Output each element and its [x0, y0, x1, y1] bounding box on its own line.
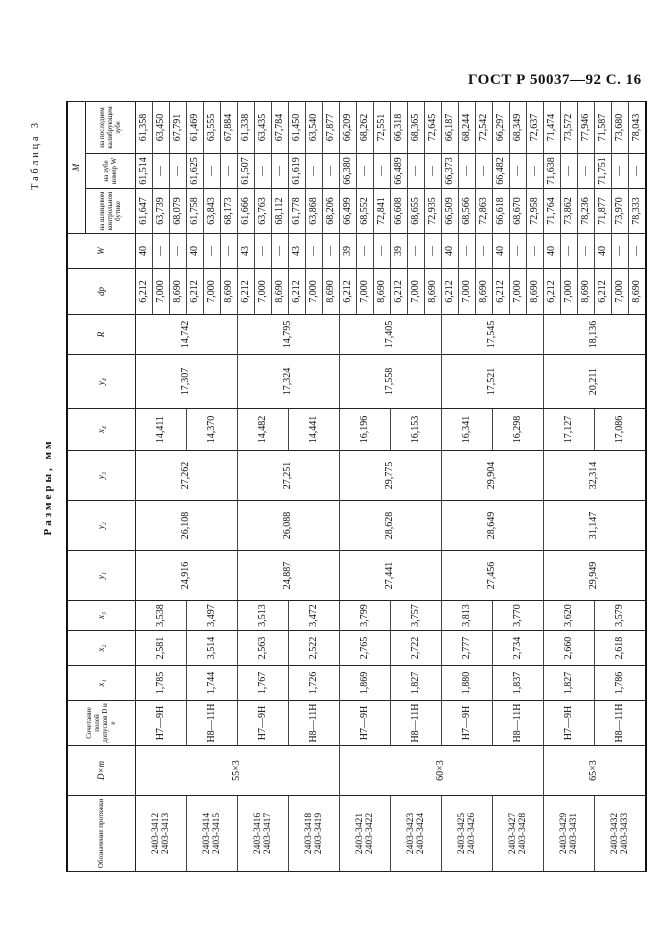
dp-cell: 8,690	[169, 269, 186, 315]
m-spline-cell: 72,863	[475, 189, 492, 234]
x3-cell: 3,497	[186, 601, 237, 631]
designation-cell: 2403-3412 2403-3413	[135, 796, 186, 872]
m-last-cell: 61,338	[237, 102, 254, 154]
dp-cell: 6,212	[288, 269, 305, 315]
dp-cell: 6,212	[339, 269, 356, 315]
m-tooth-w-cell: —	[509, 154, 526, 189]
m-last-cell: 72,551	[373, 102, 390, 154]
y3-cell: 32,314	[543, 451, 646, 501]
dp-cell: 6,212	[390, 269, 407, 315]
w-cell: —	[526, 234, 543, 269]
y4-cell: 17,324	[237, 355, 339, 409]
header-w: W	[67, 234, 135, 269]
m-tooth-w-cell: 71,638	[543, 154, 560, 189]
m-last-cell: 66,318	[390, 102, 407, 154]
y1-cell: 27,456	[441, 551, 543, 601]
m-spline-cell: 72,935	[424, 189, 441, 234]
w-cell: —	[203, 234, 220, 269]
header-dxm: D×m	[67, 746, 135, 796]
y4-cell: 17,558	[339, 355, 441, 409]
m-spline-cell: 63,739	[152, 189, 169, 234]
dp-cell: 6,212	[186, 269, 203, 315]
w-cell: —	[577, 234, 594, 269]
m-tooth-w-cell: 66,373	[441, 154, 458, 189]
dimensions-caption: Размеры, мм	[42, 438, 54, 536]
x1-cell: 1,726	[288, 666, 339, 701]
x3-cell: 3,770	[492, 601, 543, 631]
x1-cell: 1,827	[543, 666, 594, 701]
dp-cell: 6,212	[135, 269, 152, 315]
y1-cell: 27,441	[339, 551, 441, 601]
m-spline-cell: 78,236	[577, 189, 594, 234]
dp-cell: 7,000	[152, 269, 169, 315]
y4-cell: 20,211	[543, 355, 646, 409]
dp-cell: 8,690	[271, 269, 288, 315]
m-tooth-w-cell: —	[373, 154, 390, 189]
r-cell: 17,405	[339, 315, 441, 355]
m-last-cell: 67,784	[271, 102, 288, 154]
w-cell: —	[628, 234, 646, 269]
designation-cell: 2403-3432 2403-3433	[594, 796, 646, 872]
m-last-cell: 63,450	[152, 102, 169, 154]
x3-cell: 3,813	[441, 601, 492, 631]
x4-cell: 14,411	[135, 409, 186, 451]
m-last-cell: 72,542	[475, 102, 492, 154]
w-cell: 40	[135, 234, 152, 269]
w-cell: —	[152, 234, 169, 269]
x4-cell: 14,482	[237, 409, 288, 451]
tolerance-cell: H7—9H	[339, 701, 390, 746]
x3-cell: 3,799	[339, 601, 390, 631]
y3-cell: 29,775	[339, 451, 441, 501]
x2-cell: 3,514	[186, 631, 237, 666]
designation-cell: 2403-3418 2403-3419	[288, 796, 339, 872]
dp-cell: 7,000	[356, 269, 373, 315]
header-m-tooth-w: на зубе номер W	[85, 154, 135, 189]
tolerance-cell: H8—11H	[186, 701, 237, 746]
dp-cell: 7,000	[305, 269, 322, 315]
m-spline-cell: 63,868	[305, 189, 322, 234]
rotated-table-block	[28, 102, 642, 872]
w-cell: —	[458, 234, 475, 269]
tolerance-cell: H7—9H	[135, 701, 186, 746]
m-last-cell: 66,187	[441, 102, 458, 154]
m-last-cell: 61,450	[288, 102, 305, 154]
tolerance-cell: H7—9H	[441, 701, 492, 746]
y2-cell: 31,147	[543, 501, 646, 551]
m-tooth-w-cell: —	[356, 154, 373, 189]
m-tooth-w-cell: —	[628, 154, 646, 189]
dp-cell: 8,690	[322, 269, 339, 315]
m-last-cell: 68,349	[509, 102, 526, 154]
m-last-cell: 66,297	[492, 102, 509, 154]
w-cell: 43	[288, 234, 305, 269]
m-spline-cell: 73,862	[560, 189, 577, 234]
m-last-cell: 73,680	[611, 102, 628, 154]
m-spline-cell: 61,666	[237, 189, 254, 234]
tolerance-cell: H8—11H	[288, 701, 339, 746]
x4-cell: 16,298	[492, 409, 543, 451]
designation-cell: 2403-3429 2403-3431	[543, 796, 594, 872]
m-tooth-w-cell: 61,619	[288, 154, 305, 189]
x1-cell: 1,827	[390, 666, 441, 701]
m-spline-cell: 61,647	[135, 189, 152, 234]
y3-cell: 27,262	[135, 451, 237, 501]
m-tooth-w-cell: 66,489	[390, 154, 407, 189]
dp-cell: 8,690	[628, 269, 646, 315]
header-designation: Обозначение протяжки	[67, 796, 135, 872]
table-row	[135, 102, 152, 872]
y1-cell: 24,916	[135, 551, 237, 601]
y1-cell: 29,949	[543, 551, 646, 601]
x4-cell: 16,153	[390, 409, 441, 451]
y2-cell: 26,108	[135, 501, 237, 551]
w-cell: 39	[390, 234, 407, 269]
w-cell: —	[475, 234, 492, 269]
m-spline-cell: 68,206	[322, 189, 339, 234]
y2-cell: 28,628	[339, 501, 441, 551]
m-spline-cell: 68,566	[458, 189, 475, 234]
designation-cell: 2403-3416 2403-3417	[237, 796, 288, 872]
dp-cell: 6,212	[594, 269, 611, 315]
m-tooth-w-cell: —	[271, 154, 288, 189]
m-spline-cell: 68,173	[220, 189, 237, 234]
x1-cell: 1,869	[339, 666, 390, 701]
w-cell: 40	[594, 234, 611, 269]
w-cell: —	[305, 234, 322, 269]
m-spline-cell: 73,970	[611, 189, 628, 234]
m-last-cell: 63,435	[254, 102, 271, 154]
m-tooth-w-cell: —	[169, 154, 186, 189]
w-cell: —	[220, 234, 237, 269]
m-last-cell: 67,791	[169, 102, 186, 154]
x2-cell: 2,563	[237, 631, 288, 666]
m-spline-cell: 68,655	[407, 189, 424, 234]
y2-cell: 26,088	[237, 501, 339, 551]
dp-cell: 8,690	[475, 269, 492, 315]
designation-cell: 2403-3423 2403-3424	[390, 796, 441, 872]
table-row	[543, 102, 560, 872]
dxm-cell: 55×3	[135, 746, 339, 796]
dp-cell: 6,212	[543, 269, 560, 315]
m-tooth-w-cell: —	[152, 154, 169, 189]
m-tooth-w-cell: —	[475, 154, 492, 189]
m-tooth-w-cell: —	[424, 154, 441, 189]
m-last-cell: 78,043	[628, 102, 646, 154]
x4-cell: 16,196	[339, 409, 390, 451]
m-last-cell: 73,572	[560, 102, 577, 154]
dxm-cell: 60×3	[339, 746, 543, 796]
header-y2: y₂	[67, 501, 135, 551]
w-cell: —	[322, 234, 339, 269]
x1-cell: 1,837	[492, 666, 543, 701]
m-tooth-w-cell: —	[458, 154, 475, 189]
designation-cell: 2403-3421 2403-3422	[339, 796, 390, 872]
x4-cell: 14,441	[288, 409, 339, 451]
m-tooth-w-cell: 71,751	[594, 154, 611, 189]
x2-cell: 2,777	[441, 631, 492, 666]
header-dp: dp	[67, 269, 135, 315]
x3-cell: 3,579	[594, 601, 646, 631]
m-spline-cell: 68,079	[169, 189, 186, 234]
w-cell: 40	[186, 234, 203, 269]
page-header: ГОСТ Р 50037—92 С. 16	[468, 72, 642, 88]
dp-cell: 6,212	[237, 269, 254, 315]
m-tooth-w-cell: —	[577, 154, 594, 189]
r-cell: 18,136	[543, 315, 646, 355]
dp-cell: 8,690	[577, 269, 594, 315]
w-cell: 43	[237, 234, 254, 269]
w-cell: —	[373, 234, 390, 269]
x2-cell: 2,522	[288, 631, 339, 666]
designation-cell: 2403-3427 2403-3428	[492, 796, 543, 872]
header-x2: x₂	[67, 631, 135, 666]
m-spline-cell: 61,778	[288, 189, 305, 234]
w-cell: —	[560, 234, 577, 269]
m-tooth-w-cell: —	[322, 154, 339, 189]
dp-cell: 7,000	[509, 269, 526, 315]
dp-cell: 8,690	[220, 269, 237, 315]
x4-cell: 17,127	[543, 409, 594, 451]
m-spline-cell: 66,608	[390, 189, 407, 234]
tolerance-cell: H8—11H	[390, 701, 441, 746]
m-last-cell: 77,946	[577, 102, 594, 154]
m-spline-cell: 68,112	[271, 189, 288, 234]
w-cell: —	[509, 234, 526, 269]
r-cell: 17,545	[441, 315, 543, 355]
m-tooth-w-cell: 66,380	[339, 154, 356, 189]
x4-cell: 14,370	[186, 409, 237, 451]
m-tooth-w-cell: —	[526, 154, 543, 189]
header-x4: x₄	[67, 409, 135, 451]
table-label: Таблица 3	[30, 120, 41, 190]
m-last-cell: 72,645	[424, 102, 441, 154]
m-last-cell: 63,540	[305, 102, 322, 154]
m-spline-cell: 61,758	[186, 189, 203, 234]
w-cell: 40	[492, 234, 509, 269]
m-spline-cell: 72,958	[526, 189, 543, 234]
header-tolerance: Сочетание полей допусков D и e	[67, 701, 135, 746]
x2-cell: 2,734	[492, 631, 543, 666]
dp-cell: 8,690	[526, 269, 543, 315]
m-last-cell: 67,877	[322, 102, 339, 154]
dp-cell: 7,000	[458, 269, 475, 315]
m-last-cell: 68,365	[407, 102, 424, 154]
m-last-cell: 71,474	[543, 102, 560, 154]
m-tooth-w-cell: 61,507	[237, 154, 254, 189]
m-spline-cell: 68,670	[509, 189, 526, 234]
m-last-cell: 61,469	[186, 102, 203, 154]
w-cell: —	[169, 234, 186, 269]
header-x1: x₁	[67, 666, 135, 701]
header-r: R	[67, 315, 135, 355]
y3-cell: 27,251	[237, 451, 339, 501]
tolerance-cell: H7—9H	[543, 701, 594, 746]
r-cell: 14,795	[237, 315, 339, 355]
m-tooth-w-cell: —	[560, 154, 577, 189]
m-tooth-w-cell: —	[407, 154, 424, 189]
x1-cell: 1,744	[186, 666, 237, 701]
m-tooth-w-cell: —	[305, 154, 322, 189]
table-caption	[28, 102, 66, 872]
m-spline-cell: 72,841	[373, 189, 390, 234]
tolerance-cell: H8—11H	[594, 701, 646, 746]
dp-cell: 7,000	[254, 269, 271, 315]
x1-cell: 1,785	[135, 666, 186, 701]
dp-cell: 7,000	[407, 269, 424, 315]
r-cell: 14,742	[135, 315, 237, 355]
tolerance-cell: H7—9H	[237, 701, 288, 746]
m-spline-cell: 66,509	[441, 189, 458, 234]
m-spline-cell: 66,499	[339, 189, 356, 234]
header-m: M	[67, 102, 85, 234]
header-y1: y₁	[67, 551, 135, 601]
m-last-cell: 71,587	[594, 102, 611, 154]
x2-cell: 2,660	[543, 631, 594, 666]
dp-cell: 7,000	[203, 269, 220, 315]
y3-cell: 29,904	[441, 451, 543, 501]
header-m-spline: на шлицевом контрольном бутике	[85, 189, 135, 234]
x2-cell: 2,581	[135, 631, 186, 666]
x2-cell: 2,618	[594, 631, 646, 666]
w-cell: 39	[339, 234, 356, 269]
x2-cell: 2,765	[339, 631, 390, 666]
m-tooth-w-cell: 61,514	[135, 154, 152, 189]
m-spline-cell: 71,764	[543, 189, 560, 234]
m-last-cell: 68,262	[356, 102, 373, 154]
m-last-cell: 66,209	[339, 102, 356, 154]
m-last-cell: 61,358	[135, 102, 152, 154]
dp-cell: 6,212	[492, 269, 509, 315]
m-tooth-w-cell: —	[611, 154, 628, 189]
m-last-cell: 68,244	[458, 102, 475, 154]
m-last-cell: 72,637	[526, 102, 543, 154]
dp-cell: 6,212	[441, 269, 458, 315]
x3-cell: 3,620	[543, 601, 594, 631]
m-tooth-w-cell: —	[203, 154, 220, 189]
tolerance-cell: H8—11H	[492, 701, 543, 746]
m-spline-cell: 78,333	[628, 189, 646, 234]
x4-cell: 17,086	[594, 409, 646, 451]
dp-cell: 8,690	[373, 269, 390, 315]
x3-cell: 3,513	[237, 601, 288, 631]
x3-cell: 3,538	[135, 601, 186, 631]
header-y4: y₄	[67, 355, 135, 409]
x1-cell: 1,880	[441, 666, 492, 701]
dimensions-table	[66, 101, 647, 872]
y4-cell: 17,307	[135, 355, 237, 409]
m-last-cell: 63,555	[203, 102, 220, 154]
designation-cell: 2403-3425 2403-3426	[441, 796, 492, 872]
header-x3: x₃	[67, 601, 135, 631]
w-cell: —	[611, 234, 628, 269]
m-tooth-w-cell: 61,625	[186, 154, 203, 189]
x3-cell: 3,757	[390, 601, 441, 631]
m-tooth-w-cell: 66,482	[492, 154, 509, 189]
w-cell: —	[254, 234, 271, 269]
header-y3: y₃	[67, 451, 135, 501]
x1-cell: 1,767	[237, 666, 288, 701]
x3-cell: 3,472	[288, 601, 339, 631]
w-cell: 40	[441, 234, 458, 269]
w-cell: —	[407, 234, 424, 269]
m-spline-cell: 63,763	[254, 189, 271, 234]
x2-cell: 2,722	[390, 631, 441, 666]
x1-cell: 1,786	[594, 666, 646, 701]
table-body	[135, 102, 646, 872]
dp-cell: 7,000	[560, 269, 577, 315]
dp-cell: 7,000	[611, 269, 628, 315]
y2-cell: 28,649	[441, 501, 543, 551]
dp-cell: 8,690	[424, 269, 441, 315]
m-spline-cell: 68,552	[356, 189, 373, 234]
y4-cell: 17,521	[441, 355, 543, 409]
dxm-cell: 65×3	[543, 746, 646, 796]
x4-cell: 16,341	[441, 409, 492, 451]
w-cell: 40	[543, 234, 560, 269]
m-spline-cell: 63,843	[203, 189, 220, 234]
m-last-cell: 67,884	[220, 102, 237, 154]
m-spline-cell: 71,877	[594, 189, 611, 234]
w-cell: —	[424, 234, 441, 269]
m-tooth-w-cell: —	[220, 154, 237, 189]
y1-cell: 24,887	[237, 551, 339, 601]
designation-cell: 2403-3414 2403-3415	[186, 796, 237, 872]
table-row	[339, 102, 356, 872]
w-cell: —	[356, 234, 373, 269]
header-m-last: на последнем калибрующем зубе	[85, 102, 135, 154]
w-cell: —	[271, 234, 288, 269]
m-tooth-w-cell: —	[254, 154, 271, 189]
m-spline-cell: 66,618	[492, 189, 509, 234]
